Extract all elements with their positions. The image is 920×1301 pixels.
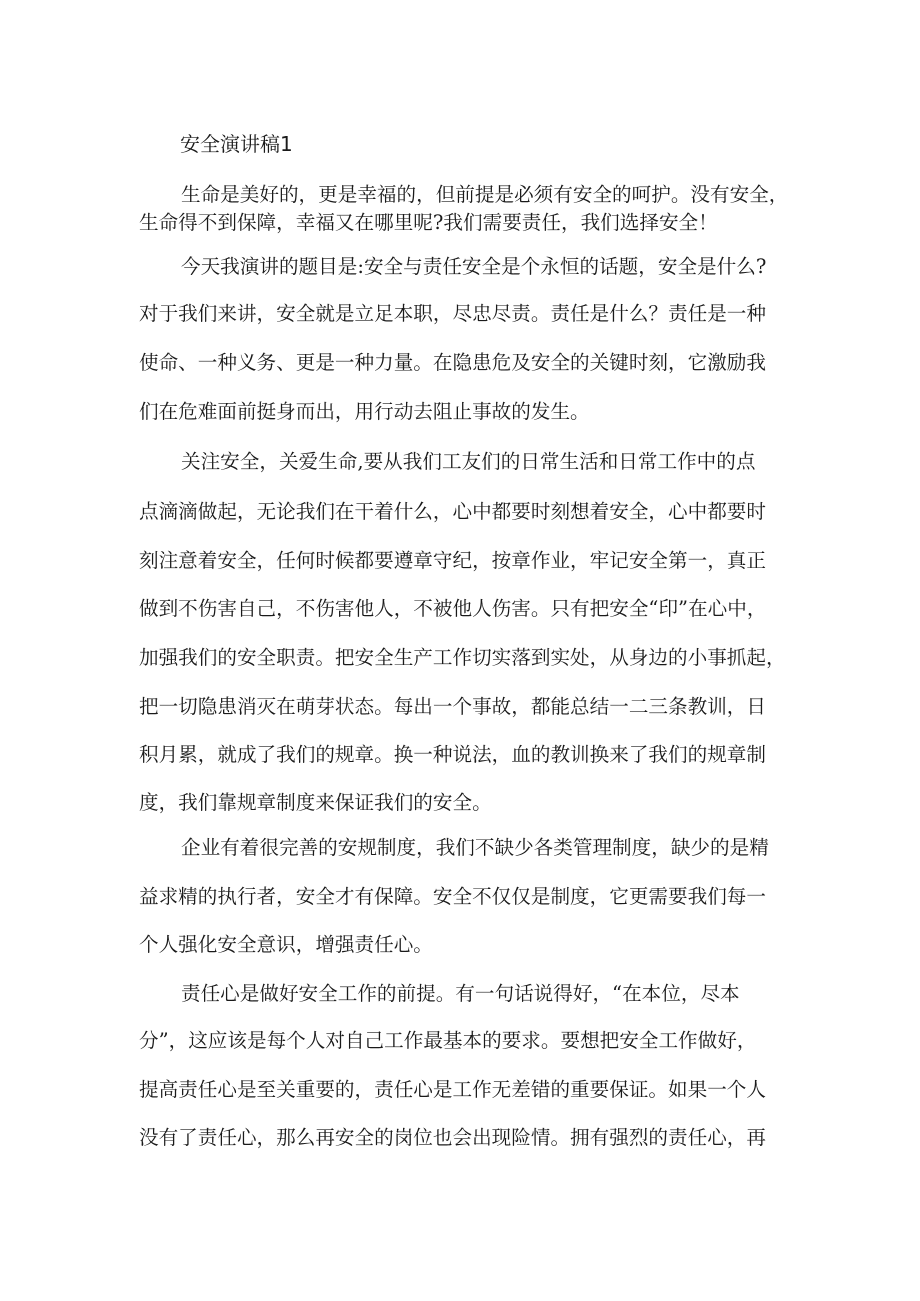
paragraph-line: 使命、一种义务、更是一种力量。在隐患危及安全的关键时刻，它激励我 xyxy=(139,351,766,374)
paragraph-line: 个人强化安全意识，增强责任心。 xyxy=(139,933,433,956)
paragraph-line: 积月累，就成了我们的规章。换一种说法，血的教训换来了我们的规章制 xyxy=(139,743,766,766)
paragraph-line: 做到不伤害自己，不伤害他人，不被他人伤害。只有把安全“印”在心中， xyxy=(139,597,767,620)
paragraph-line: 今天我演讲的题目是:安全与责任安全是个永恒的话题，安全是什么? xyxy=(181,255,767,278)
document-title: 安全演讲稿1 xyxy=(180,132,293,156)
paragraph-line: 企业有着很完善的安规制度，我们不缺少各类管理制度，缺少的是精 xyxy=(181,836,769,859)
paragraph-line: 把一切隐患消灭在萌芽状态。每出一个事故，都能总结一二三条教训，日 xyxy=(139,695,766,718)
paragraph-line: 分”，这应该是每个人对自己工作最基本的要求。要想把安全工作做好， xyxy=(139,1029,757,1052)
paragraph-line: 责任心是做好安全工作的前提。有一句话说得好，“在本位，尽本 xyxy=(181,982,740,1005)
paragraph-line: 没有了责任心，那么再安全的岗位也会出现险情。拥有强烈的责任心，再 xyxy=(139,1126,766,1149)
paragraph-line: 加强我们的安全职责。把安全生产工作切实落到实处，从身边的小事抓起， xyxy=(139,646,786,669)
paragraph-line: 度，我们靠规章制度来保证我们的安全。 xyxy=(139,791,492,814)
paragraph-line: 关注安全，关爱生命,要从我们工友们的日常生活和日常工作中的点 xyxy=(181,450,756,473)
paragraph-line: 生命得不到保障，幸福又在哪里呢?我们需要责任，我们选择安全！ xyxy=(139,211,718,234)
paragraph-line: 们在危难面前挺身而出，用行动去阻止事故的发生。 xyxy=(139,400,590,423)
paragraph-line: 点滴滴做起，无论我们在干着什么，心中都要时刻想着安全，心中都要时 xyxy=(139,500,766,523)
paragraph-line: 对于我们来讲，安全就是立足本职，尽忠尽责。责任是什么？责任是一种 xyxy=(139,302,766,325)
paragraph-line: 益求精的执行者，安全才有保障。安全不仅仅是制度，它更需要我们每一 xyxy=(139,885,766,908)
paragraph-line: 生命是美好的，更是幸福的，但前提是必须有安全的呵护。没有安全， xyxy=(181,183,789,206)
paragraph-line: 提高责任心是至关重要的，责任心是工作无差错的重要保证。如果一个人 xyxy=(139,1078,766,1101)
paragraph-line: 刻注意着安全，任何时候都要遵章守纪，按章作业，牢记安全第一，真正 xyxy=(139,549,766,572)
